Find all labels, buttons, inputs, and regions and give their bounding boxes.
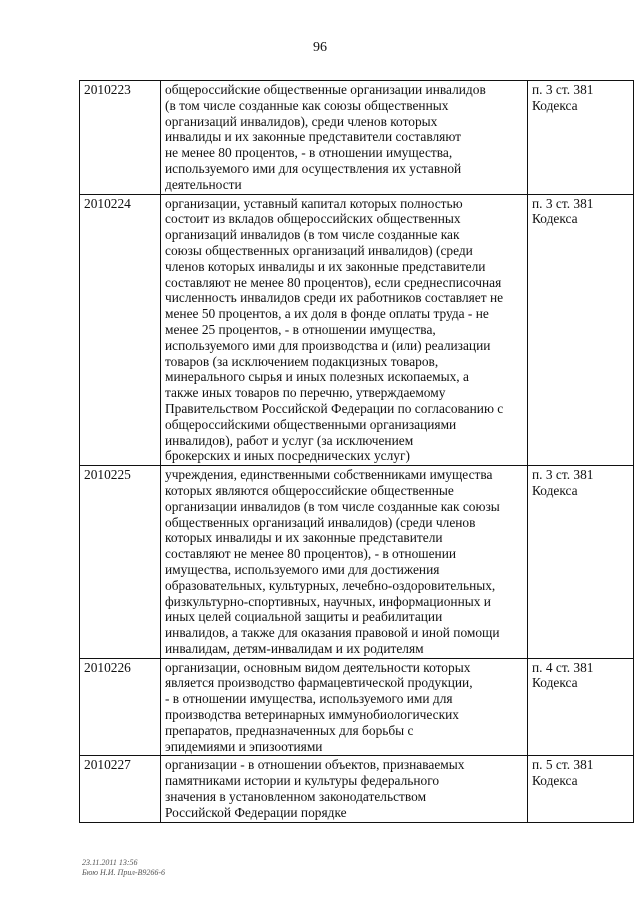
page-number: 96	[313, 40, 327, 55]
benefit-description	[161, 466, 528, 659]
description-line: используемого ими для производства и (или) реализации	[165, 337, 491, 353]
description-line: общероссийские общественные организации инвалидов	[165, 82, 486, 97]
benefit-code: 2010225	[80, 466, 161, 659]
reference-code: Кодекса	[532, 211, 578, 227]
footer-timestamp: 23.11.2011 13:56	[82, 858, 138, 867]
description-line: образовательных, культурных, лечебно-оздоровительных,	[165, 577, 496, 593]
description-line: не менее 80 процентов, - в отношении имущества,	[165, 145, 453, 161]
table-row	[80, 466, 634, 659]
description-line: составляют не менее 80 процентов), если среднесписочная	[165, 274, 502, 290]
table-row	[80, 658, 634, 756]
table-body	[80, 81, 634, 823]
description-line: физкультурно-спортивных, научных, информационных и	[165, 593, 491, 609]
description-line: организации инвалидов (в том числе созданные как союзы	[165, 498, 500, 514]
table-row	[80, 81, 634, 195]
description-line: которых инвалиды и их законные представители	[165, 530, 443, 546]
description-line: состоит из вкладов общероссийских общественных	[165, 211, 461, 227]
description-line: иных целей социальной защиты и реабилитации	[165, 609, 443, 625]
description-line: общественных организаций инвалидов) (среди членов	[165, 514, 476, 530]
reference-code: Кодекса	[532, 773, 578, 789]
benefit-description	[161, 81, 528, 195]
reference-code: Кодекса	[532, 675, 578, 691]
description-line: организации, основным видом деятельности которых	[165, 659, 471, 675]
description-line: организации - в отношении объектов, признаваемых	[165, 757, 465, 773]
legal-reference	[528, 658, 634, 756]
reference-article: п. 3 ст. 381	[532, 195, 594, 211]
reference-code: Кодекса	[532, 97, 578, 113]
tax-benefits-table	[79, 80, 634, 823]
description-line: деятельности	[165, 176, 242, 192]
description-line: памятниками истории и культуры федерального	[165, 773, 440, 789]
description-line: препаратов, предназначенных для борьбы с	[165, 722, 414, 738]
description-line: Российской Федерации порядке	[165, 804, 347, 820]
description-line: инвалидов, а также для оказания правовой и иной помощи	[165, 625, 500, 641]
description-line: минерального сырья и иных полезных ископаемых, а	[165, 369, 469, 385]
description-line: значения в установленном законодательством	[165, 789, 427, 805]
legal-reference	[528, 81, 634, 195]
description-line: является производство фармацевтической продукции,	[165, 675, 473, 691]
description-line: также иных товаров по перечню, утверждаемому	[165, 385, 446, 401]
description-line: инвалиды и их законные представители составляют	[165, 129, 462, 145]
description-line: составляют не менее 80 процентов), - в отношении	[165, 546, 457, 562]
description-line: менее 25 процентов, - в отношении имущества,	[165, 321, 436, 337]
description-line: используемого ими для осуществления их уставной	[165, 160, 462, 176]
table-row	[80, 756, 634, 822]
description-line: брокерских и иных посреднических услуг)	[165, 448, 410, 464]
reference-article: п. 3 ст. 381	[532, 82, 594, 97]
description-line: менее 50 процентов, а их доля в фонде оплаты труда - не	[165, 306, 489, 322]
description-line: (в том числе созданные как союзы общественных	[165, 97, 449, 113]
description-line: организаций инвалидов (в том числе созданные как	[165, 227, 460, 243]
description-line: членов которых инвалиды и их законные представители	[165, 258, 486, 274]
description-line: учреждения, единственными собственниками имущества	[165, 467, 493, 483]
description-line: организации, уставный капитал которых полностью	[165, 195, 463, 211]
description-line: эпидемиями и эпизоотиями	[165, 738, 323, 754]
description-line: общероссийскими общественными организациями	[165, 416, 457, 432]
description-line: которых являются общероссийские общественные	[165, 482, 454, 498]
benefit-code: 2010223	[80, 81, 161, 195]
description-line: организаций инвалидов), среди членов которых	[165, 113, 438, 129]
benefit-code: 2010224	[80, 194, 161, 466]
legal-reference	[528, 466, 634, 659]
description-line: производства ветеринарных иммунобиологических	[165, 707, 459, 723]
benefit-code: 2010226	[80, 658, 161, 756]
document-footer	[82, 858, 165, 878]
legal-reference	[528, 756, 634, 822]
description-line: союзы общественных организаций инвалидов) (среди	[165, 242, 473, 258]
benefit-description	[161, 658, 528, 756]
description-line: имущества, используемого ими для достижения	[165, 561, 440, 577]
benefit-description	[161, 194, 528, 466]
description-line: инвалидов), работ и услуг (за исключением	[165, 432, 414, 448]
table-row	[80, 194, 634, 466]
reference-article: п. 4 ст. 381	[532, 659, 594, 675]
benefit-description	[161, 756, 528, 822]
benefit-code: 2010227	[80, 756, 161, 822]
description-line: численность инвалидов среди их работников составляет не	[165, 290, 504, 306]
reference-code: Кодекса	[532, 482, 578, 498]
description-line: Правительством Российской Федерации по согласованию с	[165, 400, 504, 416]
description-line: товаров (за исключением подакцизных товаров,	[165, 353, 439, 369]
legal-reference	[528, 194, 634, 466]
reference-article: п. 3 ст. 381	[532, 467, 594, 483]
reference-article: п. 5 ст. 381	[532, 757, 594, 773]
description-line: инвалидам, детям-инвалидам и их родителям	[165, 640, 424, 656]
description-line: - в отношении имущества, используемого ими для	[165, 691, 453, 707]
footer-signature: Бюю Н.И. Прил-В9266-6	[82, 868, 166, 877]
